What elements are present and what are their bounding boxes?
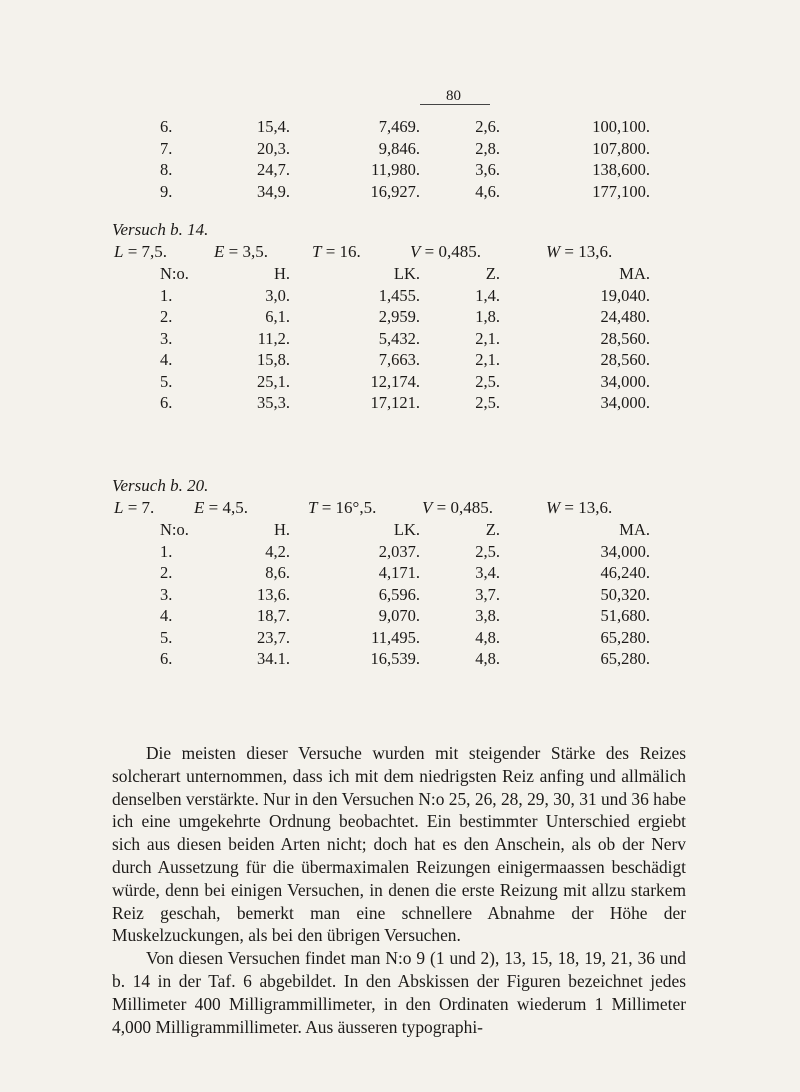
table-row — [160, 181, 680, 203]
table-cell: 65,280. — [600, 649, 650, 668]
table-cell: 107,800. — [592, 138, 650, 158]
table-row — [160, 349, 680, 371]
table-cell: 9,846. — [378, 138, 420, 158]
table-cell: 1,8. — [475, 307, 500, 326]
param-L-label: L — [114, 498, 124, 517]
table-row — [160, 159, 680, 181]
table-cell: 1. — [160, 285, 173, 305]
param-L-value: = 7,5. — [127, 242, 168, 261]
table-cell: 138,600. — [592, 160, 650, 179]
table-cell: 20,3. — [257, 138, 290, 158]
param-W-value: = 13,6. — [564, 242, 613, 261]
table-cell: 50,320. — [600, 584, 650, 604]
param-V-label: V — [422, 498, 433, 517]
param-V-value: = 0,485. — [436, 498, 493, 517]
table-row — [160, 648, 680, 670]
table-cell: 7,663. — [378, 350, 420, 369]
table-row — [160, 627, 680, 649]
table-cell: 4,8. — [475, 649, 500, 668]
param-W-label: W — [546, 498, 561, 517]
param-V-label: V — [410, 242, 421, 261]
table-cell: 16,539. — [370, 649, 420, 668]
param-W-value: = 13,6. — [564, 498, 613, 517]
table-row — [160, 116, 680, 138]
table-row — [160, 371, 680, 393]
table-cell: 2,8. — [475, 138, 500, 158]
table-cell: 177,100. — [592, 181, 650, 201]
table-cell: 8. — [160, 160, 173, 179]
param-E-label: E — [214, 242, 225, 261]
table-cell: 4. — [160, 350, 173, 369]
table-cell: 6,596. — [378, 584, 420, 604]
table-cell: 3,4. — [475, 563, 500, 582]
page-number: 80 — [446, 88, 461, 104]
table-row — [160, 306, 680, 328]
column-header: H. — [273, 264, 290, 283]
table-cell: 4,8. — [475, 627, 500, 647]
table-cell: 1. — [160, 541, 173, 561]
param-T-value: = 16. — [325, 242, 361, 261]
table-cell: 4,6. — [475, 181, 500, 201]
table-cell: 18,7. — [257, 606, 290, 625]
param-W-label: W — [546, 242, 561, 261]
param-T-value: = 16°,5. — [321, 498, 377, 517]
body-text — [112, 742, 686, 1038]
table-cell: 24,7. — [257, 160, 290, 179]
table-cell: 2,959. — [378, 307, 420, 326]
table-cell: 6,1. — [265, 307, 290, 326]
table-cell: 13,6. — [257, 584, 290, 604]
param-L-value: = 7. — [127, 498, 155, 517]
table-header-row — [160, 519, 680, 541]
param-E-value: = 3,5. — [228, 242, 268, 261]
table-cell: 6. — [160, 117, 173, 136]
table-cell: 6. — [160, 393, 173, 412]
table-cell: 15,4. — [257, 117, 290, 136]
table-cell: 15,8. — [257, 350, 290, 369]
table-cell: 9,070. — [378, 606, 420, 625]
table-cell: 16,927. — [370, 181, 420, 201]
table-cell: 11,980. — [371, 160, 420, 179]
table-row — [160, 138, 680, 160]
page-number-rule — [420, 104, 490, 105]
table-cell: 25,1. — [257, 371, 290, 391]
table-cell: 5. — [160, 627, 173, 647]
table-cell: 35,3. — [257, 393, 290, 412]
table-cell: 2,5. — [475, 541, 500, 561]
table-cell: 11,2. — [257, 328, 290, 348]
table-cell: 8,6. — [265, 563, 290, 582]
table-cell: 34,000. — [600, 371, 650, 391]
column-header: MA. — [619, 520, 650, 539]
param-L-label: L — [114, 242, 124, 261]
column-header: LK. — [393, 264, 420, 283]
table-cell: 2,1. — [475, 350, 500, 369]
table-cell: 65,280. — [600, 627, 650, 647]
versuch-20-heading: Versuch b. 20. — [112, 476, 209, 495]
table-cell: 4. — [160, 606, 173, 625]
table-cell: 28,560. — [600, 350, 650, 369]
param-V-value: = 0,485. — [424, 242, 481, 261]
table-row — [160, 285, 680, 307]
table-cell: 51,680. — [600, 606, 650, 625]
table-cell: 1,4. — [475, 285, 500, 305]
table-row — [160, 541, 680, 563]
table-cell: 34,9. — [257, 181, 290, 201]
versuch-14-heading: Versuch b. 14. — [112, 220, 209, 239]
table-cell: 5,432. — [378, 328, 420, 348]
table-cell: 2,6. — [475, 117, 500, 136]
column-header: LK. — [393, 520, 420, 539]
column-header: MA. — [619, 264, 650, 283]
table-cell: 2,5. — [475, 393, 500, 412]
table-cell: 2. — [160, 563, 173, 582]
table-cell: 7. — [160, 138, 173, 158]
table-cell: 34,000. — [600, 541, 650, 561]
table-cell: 28,560. — [600, 328, 650, 348]
table-row — [160, 562, 680, 584]
table-cell: 3,0. — [265, 285, 290, 305]
table-row — [160, 392, 680, 414]
versuch-14-table — [160, 263, 680, 414]
table-cell: 24,480. — [600, 307, 650, 326]
table-cell: 2. — [160, 307, 173, 326]
column-header: N:o. — [160, 264, 189, 283]
param-E-label: E — [194, 498, 205, 517]
table-cell: 2,037. — [378, 541, 420, 561]
table-cell: 23,7. — [257, 627, 290, 647]
table-cell: 3,6. — [475, 160, 500, 179]
column-header: Z. — [485, 264, 500, 283]
table-cell: 4,2. — [265, 541, 290, 561]
param-T-label: T — [308, 498, 318, 517]
paragraph: Von diesen Versuchen findet man N:o 9 (1 und 2), 13, 15, 18, 19, 21, 36 und b. 14 in der Taf. 6 abgebildet. In den Abskissen der Figuren bezeichnet jedes Millimeter 400 Milligrammillimeter, in den Ordinaten wiederum 1 Millimeter 4,000 Milligrammillimeter. Aus äusseren typographi- — [112, 948, 686, 1037]
table-cell: 2,5. — [475, 371, 500, 391]
param-E-value: = 4,5. — [208, 498, 248, 517]
table-cell: 46,240. — [600, 563, 650, 582]
column-header: H. — [273, 520, 290, 539]
table-cell: 17,121. — [370, 393, 420, 412]
column-header: Z. — [485, 520, 500, 539]
table-cell: 2,1. — [475, 328, 500, 348]
continuation-table — [160, 116, 680, 202]
paragraph: Die meisten dieser Versuche wurden mit steigender Stärke des Reizes solcherart unternommen, dass ich mit dem niedrigsten Reiz anfing und allmälich denselben verstärkte. Nur in den Versuchen N:o 25, 26, 28, 29, 30, 31 und 36 habe ich eine umgekehrte Ordnung beobachtet. Ein bestimmter Unterschied ergiebt sich aus diesen beiden Arten nicht; doch hat es den Anschein, als ob der Nerv durch Aussetzung für die übermaximalen Reizungen einigermaassen beschädigt würde, denn bei einigen Versuchen, in denen die erste Reizung mit allzu starkem Reiz geschah, bemerkt man eine schnellere Abnahme der Höhe der Muskelzuckungen, als bei den übrigen Versuchen. — [112, 743, 686, 946]
table-cell: 7,469. — [378, 117, 420, 136]
table-cell: 34,000. — [600, 393, 650, 412]
table-header-row — [160, 263, 680, 285]
table-cell: 5. — [160, 371, 173, 391]
table-row — [160, 328, 680, 350]
table-cell: 1,455. — [378, 285, 420, 305]
table-cell: 19,040. — [600, 285, 650, 305]
table-cell: 3,8. — [475, 606, 500, 625]
table-row — [160, 584, 680, 606]
table-cell: 3,7. — [475, 584, 500, 604]
column-header: N:o. — [160, 520, 189, 539]
table-cell: 9. — [160, 181, 173, 201]
table-cell: 3. — [160, 584, 173, 604]
param-T-label: T — [312, 242, 322, 261]
table-cell: 6. — [160, 649, 173, 668]
table-row — [160, 605, 680, 627]
versuch-20-table — [160, 519, 680, 670]
table-cell: 34.1. — [257, 649, 290, 668]
table-cell: 12,174. — [370, 371, 420, 391]
table-cell: 11,495. — [371, 627, 420, 647]
table-cell: 4,171. — [378, 563, 420, 582]
table-cell: 3. — [160, 328, 173, 348]
table-cell: 100,100. — [592, 117, 650, 136]
